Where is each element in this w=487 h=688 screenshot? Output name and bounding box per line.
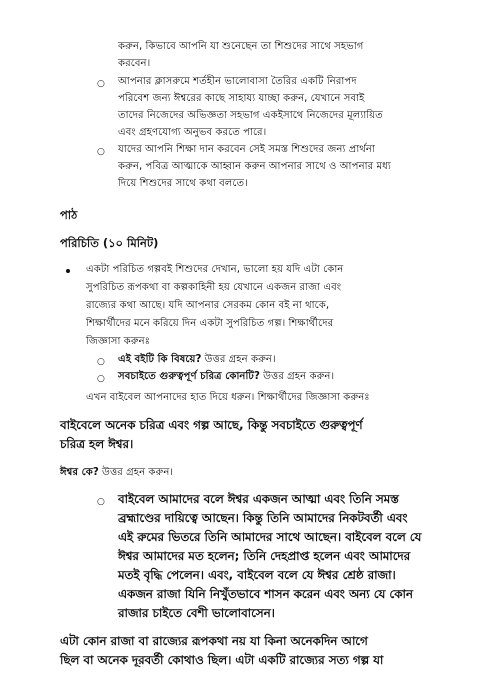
statement-line: বাইবেলে অনেক চরিত্র এবং গল্প আছে, কিন্তু সবচাইতে গুরুত্বপূর্ণ [60, 418, 363, 432]
answer-line: ব্রহ্মাণ্ডের দায়িত্বে আছেন। কিন্তু তিনি আমাদের নিকটবর্তী এবং [118, 511, 408, 525]
intro-bullet-line: শিক্ষার্থীদের মনে করিয়ে দিন একটা সুপরিচিত গল্প। শিক্ষার্থীদের [86, 318, 334, 329]
answer-line: একজন রাজা যিনি নিখুঁতভাবে শাসন করেন এবং অন্য যে কোন [118, 587, 413, 601]
closing-line: ছিল বা অনেক দূরবর্তী কোথাও ছিল। এটা একটি রাজ্যের সত্য গল্প যা [60, 653, 384, 667]
closing-line: এটা কোন রাজা বা রাজ্যের রূপকথা নয় যা কিনা অনেকদিন আগে [60, 634, 368, 648]
bullet-line: পরিবেশ জন্য ঈশ্বরের কাছে সাহায্য যাচ্ছা করুন, যেখানে সবাই [118, 93, 365, 104]
question-item [118, 370, 334, 384]
hollow-bullet-icon: ○ [97, 79, 105, 89]
answer-line: ঈশ্বর আমাদের মত হলেন; তিনি দেহপ্রাপ্ত হলেন এবং আমাদের [118, 549, 411, 563]
question-instruction: উত্তর গ্রহন করুন। [201, 354, 276, 365]
intro-continuation-line: করবেন। [118, 58, 151, 69]
intro-bullet-line: জিজ্ঞাসা করুনঃ [86, 336, 151, 347]
introduction-heading: পরিচিতি (১০ মিনিট) [60, 236, 159, 250]
answer-line: মতই বৃদ্ধি পেলেন। এবং, বাইবেল বলে যে ঈশ্বর শ্রেষ্ঠ রাজা। [118, 568, 396, 582]
hollow-bullet-icon: ○ [97, 357, 105, 367]
lesson-heading: পাঠ [60, 208, 78, 222]
intro-continuation-line: করুন, কিভাবে আপনি যা শুনেছেন তা শিশুদের সাথে সহভাগ [118, 41, 364, 52]
statement-line: চরিত্র হল ঈশ্বর। [60, 437, 134, 451]
answer-line: বাইবেল আমাদের বলে ঈশ্বর একজন আত্মা এবং তিনি সমস্ত [118, 492, 399, 506]
bible-instruction: এখন বাইবেল আপনাদের হাত দিয়ে ধরুন। শিক্ষার্থীদের জিজ্ঞাসা করুনঃ [86, 392, 370, 403]
question-text: এই বইটি কি বিষয়ে? [118, 354, 202, 365]
who-question-instruction: উত্তর গ্রহন করুন। [98, 467, 174, 478]
intro-bullet-line: সুপরিচিত রূপকথা বা কল্পকাহিনী হয় যেখানে একজন রাজা এবং [86, 282, 342, 293]
answer-line: এই রুমের ভিতরে তিনি আমাদের সাথে আছেন। বাইবেল বলে যে [118, 530, 422, 544]
bullet-line: আপনার ক্লাসরুমে শর্তহীন ভালোবাসা তৈরির একটি নিরাপদ [118, 76, 357, 87]
hollow-bullet-icon: ○ [97, 147, 105, 157]
intro-bullet-line: একটা পরিচিত গল্পবই শিশুদের দেখান, ভালো হয় যদি এটা কোন [86, 264, 344, 275]
question-item [118, 353, 276, 367]
question-instruction: উত্তর গ্রহন করুন। [259, 371, 335, 382]
bullet-line: করুন, পবিত্র আত্মাকে আহ্বান করুন আপনার সাথে ও আপনার মধ্য [118, 161, 391, 172]
hollow-bullet-icon: ○ [97, 497, 105, 507]
bullet-line: যাদের আপনি শিক্ষা দান করবেন সেই সমস্ত শিশুদের জন্য প্রার্থনা [118, 144, 375, 155]
intro-bullet-line: রাজ্যের কথা আছে। যদি আপনার সেরকম কোন বই না থাকে, [86, 300, 330, 311]
bullet-line: তাদের নিজেদের অভিজ্ঞতা সহভাগ একইসাথে নিজেদের মূল্যায়িত [118, 110, 383, 121]
who-question [60, 466, 173, 480]
hollow-bullet-icon: ○ [97, 374, 105, 384]
answer-line: রাজার চাইতে বেশী ভালোবাসেন। [118, 606, 275, 620]
bullet-line: দিয়ে শিশুদের সাথে কথা বলতে। [118, 178, 248, 189]
filled-bullet-icon [66, 269, 70, 273]
bullet-line: এবং গ্রহণযোগ্য অনুভব করতে পারে। [118, 127, 267, 138]
who-question-text: ঈশ্বর কে? [60, 467, 99, 478]
question-text: সবচাইতে গুরুত্বপূর্ণ চরিত্র কোনটি? [118, 371, 260, 382]
